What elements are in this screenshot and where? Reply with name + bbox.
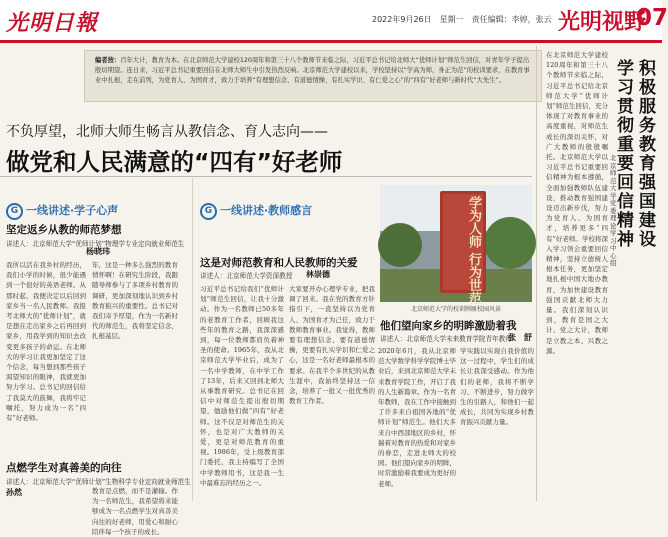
side-article-body: 在北京师范大学建校120周年和第三十八个教师节来临之际，习近平总书记给北京师范大学“优师计划”师范生回信，充分体现了对教育事业的高度重视，对师范生成长的深切关怀，对广大教师的殷殷嘱托。北京师范大学以习近平总书记重要回信精神为根本遵循，全面加强教师队伍建设，推动教育强国建设迈出新步伐，努力为党育人、为国育才，培养更多“四有”好老师。学校将深入学习领会重要回信精神，坚持立德树人根本任务，更加坚定地扎根中国大地办教育，为加快建设教育强国贡献北师大力量。我们深刻认识到，教育是国之大计、党之大计，教师是立教之本、兴教之源。	[546, 51, 608, 355]
article-body: 2020年6月，我从北京师范大学数学科学学院博士毕业后，来到北京师范大学未来教育学院工作，开启了我的人生新篇章。作为一名青年教师，我在工作中接触到了许多来自祖国各地的“优师计划”师范生。他们大多来自中西部地区的乡村，怀揣着对教育的热爱和对家乡的眷恋，走进北师大的校园。他们望向家乡的明眸，时常激励着我要成为更好的老师。	[378, 347, 456, 488]
article-body: 学实践以实现自我价值的这一过程中，学生们的成长让我深受感动。作为他们的老师，我将不断学习、不断进步，努力做学生的引路人，和他们一起成长，共同为实现乡村教育振兴贡献力量。	[460, 347, 534, 427]
column-divider	[536, 46, 537, 501]
article-title: 坚定返乡从教的师范梦想	[6, 224, 122, 236]
section-tag-student	[6, 202, 118, 220]
article-title: 这是对师范教育和人民教师的关爱	[200, 257, 358, 269]
main-headline: 做党和人民满意的“四有”好老师	[6, 148, 343, 176]
article-body: 年，这是一种多么强烈的教育情怀啊！在研究生阶段，我跟随导师参与了多项乡村教育的调研，更加深刻地认识到乡村教育振兴的重要性。总书记对我们寄予厚望，作为一名新时代的师范生，我将坚定信念，扎根基层。	[92, 261, 178, 341]
masthead-divider	[0, 40, 662, 43]
article-body-continued	[289, 380, 375, 480]
side-headline: 学习贯彻重要回信精神	[617, 59, 634, 250]
headline-kicker: 不负厚望，北师大师生畅言从教信念、育人志向——	[6, 124, 328, 140]
section-title: 光明视野	[558, 10, 647, 35]
article-body: 习近平总书记给我们“优师计划”师范生回信，让我十分激动。作为一名教师已50多年的老教育工作者，回顾我这些年的教育之路，我深深感到，每一位教师都肩负着神圣的使命。1965年，我从北京师范大学毕业后，成为了一名中学教师，在中学工作了13年，后来又回到北师大从事教育研究。总书记在回信中对师范生提出殷切期望，勉励他们做“四有”好老师。这不仅是对师范生的关怀，也是对广大教师的关爱，更是对师范教育的重视。1986年，受上级教育部门委托，我主持编写了全国中学教师用书，这是我一生中最难忘的经历之一。	[200, 285, 284, 487]
school-motto-banner: 学为人师 行为世范	[466, 196, 481, 305]
article-byline: 讲述人：北京师范大学“优师计划”物理学专业定向就业师范生	[6, 240, 185, 248]
newspaper-logo: 光明日報	[6, 10, 99, 36]
article-title: 点燃学生对真善美的向往	[6, 462, 122, 474]
headline-divider	[0, 176, 532, 177]
g-logo-icon: G	[200, 203, 217, 220]
editor-note-text: 百年大计，教育为本。在北京师范大学建校120周年和第三十八个教师节来临之际，习近平总书记给北师大“优师计划”师范生回信，对青年学子提出殷切期望。连日来，习近平总书记重要回信在北师大师生中引发热烈反响。北京师范大学建校以来，学校坚持以“学高为师，身正为范”的校训要求，在教育事业中扎根，走在前列，为党育人、为国育才，致力于培养“有理想信念、有道德情操、有扎实学识、有仁爱之心”的“四有”好老师与新时代“大先生”。	[95, 57, 530, 84]
column-divider	[192, 178, 193, 501]
dateline: 2022年9月26日 星期一 责任编辑：李婷，张云	[372, 15, 552, 24]
page-number: 07	[636, 5, 668, 31]
side-source: 北京师范大学党委理论学习中心组	[610, 154, 617, 267]
article-author: 孙然	[6, 487, 22, 497]
article-body: 我所以活在我乡村的经历，我们小学的时候，很少能遇到一个很好的英语老师。从那时起，我便决定以后回到家乡当一名人民教师。我报考北师大的“优师计划”，就是想在走出家乡之后再回到家乡，用我学到的知识去改变更多孩子的命运。在北师大的学习让我更加坚定了这个信念，每当想到那些孩子渴望知识的眼神，我就更加努力学习。总书记的回信给了我莫大的鼓舞，我将牢记嘱托，努力成为一名“四有”好老师。	[6, 261, 86, 423]
section-tag-label: 一线讲述·教师感言	[220, 204, 313, 217]
article-byline: 讲述人：北京师范大学“优师计划”生物科学专业定向就业师范生	[6, 478, 191, 486]
article-author: 张 舒	[508, 332, 532, 342]
section-tag-label: 一线讲述·学子心声	[26, 204, 119, 217]
editor-note-label: 编者按：	[95, 57, 121, 64]
article-author: 杨晓玮	[86, 246, 110, 256]
article-byline: 讲述人：北京师范大学未来教育学院青年教师	[380, 335, 512, 343]
g-logo-icon: G	[6, 203, 23, 220]
section-tag-teacher	[200, 202, 312, 220]
article-body: 大家要开办心理学专业，把我调了回来。我在党的教育方针指引下，一直坚持以为党育人、为国育才为己任，致力于教师教育事业。我觉得，教师要有理想信念，要有道德情操，更要有扎实学识和仁爱之心，这是一名好老师最根本的要求。在我半个多世纪的从教生涯中，我始终坚持这一信念，培养了一批又一批优秀的教育工作者。	[289, 285, 375, 406]
side-headline: 积极服务教育强国建设	[639, 59, 656, 250]
photo-caption: 北京师范大学的校训牌匾校园风景	[410, 306, 501, 313]
article-body: 教育是点燃，而不是灌输。作为一名师范生，我希望将来能够成为一名点燃学生对真善美向往的好老师，用爱心和耐心陪伴每一个孩子的成长。	[92, 487, 178, 536]
editor-note	[84, 50, 542, 102]
article-author: 林崇德	[306, 269, 330, 279]
article-byline: 讲述人：北京师范大学资深教授	[200, 272, 293, 280]
article-title: 他们望向家乡的明眸激励着我	[380, 320, 517, 332]
